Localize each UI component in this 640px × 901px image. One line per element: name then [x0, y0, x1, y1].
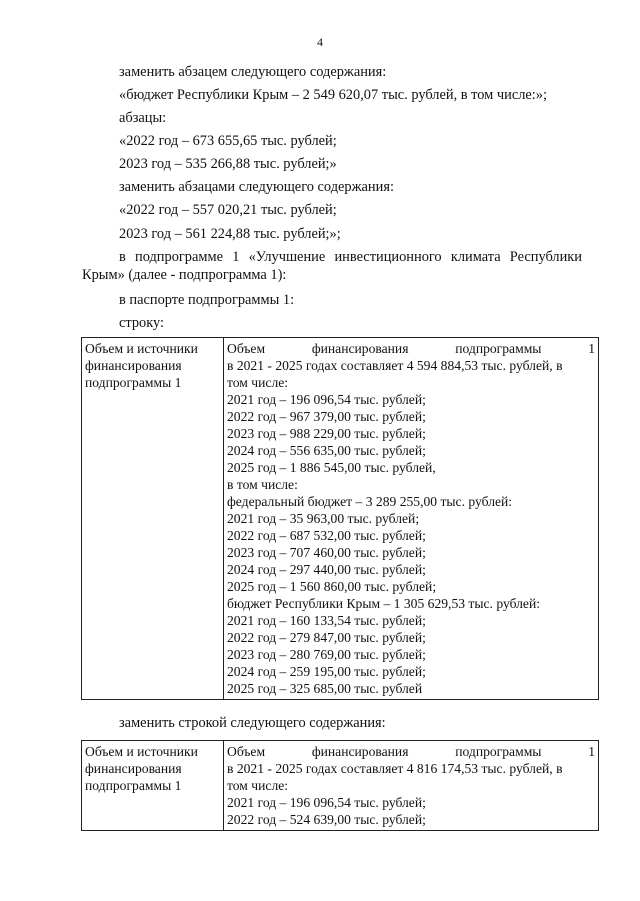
table-line: том числе: — [227, 778, 289, 793]
paragraph-row: строку: — [119, 315, 165, 331]
table-line: 2023 год – 988 229,00 тыс. рублей; — [227, 426, 426, 441]
table-row — [82, 741, 599, 831]
table-line: 2023 год – 707 460,00 тыс. рублей; — [227, 545, 426, 560]
paragraph-2023-new: 2023 год – 561 224,88 тыс. рублей;»; — [119, 226, 341, 242]
word: 1 — [588, 744, 595, 759]
table-line: 2022 год – 524 639,00 тыс. рублей; — [227, 812, 426, 827]
word: подпрограммы — [455, 744, 542, 759]
table-line: том числе: — [227, 375, 289, 390]
paragraph-replace-with-abzacy: заменить абзацами следующего содержания: — [119, 179, 394, 195]
paragraph-2023-old: 2023 год – 535 266,88 тыс. рублей;» — [119, 156, 337, 172]
table-line: 2022 год – 967 379,00 тыс. рублей; — [227, 409, 426, 424]
table-line: 2022 год – 279 847,00 тыс. рублей; — [227, 630, 426, 645]
table-line: 2023 год – 280 769,00 тыс. рублей; — [227, 647, 426, 662]
table-line: в 2021 - 2025 годах составляет 4 816 174,53 тыс. рублей, в — [227, 761, 563, 776]
table-line: 2024 год – 259 195,00 тыс. рублей; — [227, 664, 426, 679]
word: финансирования — [311, 341, 409, 356]
table-line: 2025 год – 1 560 860,00 тыс. рублей; — [227, 579, 437, 594]
table-line: бюджет Республики Крым – 1 305 629,53 тыс. рублей: — [227, 596, 541, 611]
paragraph-replace-with-row: заменить строкой следующего содержания: — [119, 715, 386, 731]
table-line: 2022 год – 687 532,00 тыс. рублей; — [227, 528, 426, 543]
paragraph-passport: в паспорте подпрограммы 1: — [119, 292, 295, 308]
table-first-line — [227, 340, 595, 357]
table-line: 2024 год – 556 635,00 тыс. рублей; — [227, 443, 426, 458]
table-line: 2021 год – 35 963,00 тыс. рублей; — [227, 511, 420, 526]
table-line: федеральный бюджет – 3 289 255,00 тыс. рублей: — [227, 494, 513, 509]
word: финансирования — [311, 744, 409, 759]
table-cell-values — [224, 741, 599, 831]
table-line: 2021 год – 196 096,54 тыс. рублей; — [227, 392, 426, 407]
table-line: 2021 год – 196 096,54 тыс. рублей; — [227, 795, 426, 810]
table-line: 2024 год – 297 440,00 тыс. рублей; — [227, 562, 426, 577]
table-cell-values — [224, 338, 599, 700]
table-cell-label: Объем и источники финансирования подпрограммы 1 — [82, 338, 224, 700]
table-line: 2025 год – 1 886 545,00 тыс. рублей, — [227, 460, 436, 475]
table-cell-label: Объем и источники финансирования подпрограммы 1 — [82, 741, 224, 831]
table-line: 2025 год – 325 685,00 тыс. рублей — [227, 681, 423, 696]
word: Объем — [227, 341, 266, 356]
table-first-line — [227, 743, 595, 760]
word: 1 — [588, 341, 595, 356]
paragraph-replace-with-abzac: заменить абзацем следующего содержания: — [119, 64, 387, 80]
paragraph-budget-crimea: «бюджет Республики Крым – 2 549 620,07 тыс. рублей, в том числе:»; — [119, 87, 547, 103]
word: подпрограммы — [455, 341, 542, 356]
table-line: в том числе: — [227, 477, 298, 492]
table-line: 2021 год – 160 133,54 тыс. рублей; — [227, 613, 426, 628]
paragraph-subprogram-1: в подпрограмме 1 «Улучшение инвестиционного климата Республики Крым» (далее - подпрограмма 1): — [82, 249, 582, 283]
funding-table-new — [81, 740, 599, 831]
page-number: 4 — [317, 35, 323, 49]
paragraph-2022-new: «2022 год – 557 020,21 тыс. рублей; — [119, 202, 337, 218]
paragraph-2022-old: «2022 год – 673 655,65 тыс. рублей; — [119, 133, 337, 149]
word: Объем — [227, 744, 266, 759]
table-line: в 2021 - 2025 годах составляет 4 594 884,53 тыс. рублей, в — [227, 358, 563, 373]
paragraph-abzacy: абзацы: — [119, 110, 167, 126]
funding-table-old — [81, 337, 599, 700]
table-row — [82, 338, 599, 700]
